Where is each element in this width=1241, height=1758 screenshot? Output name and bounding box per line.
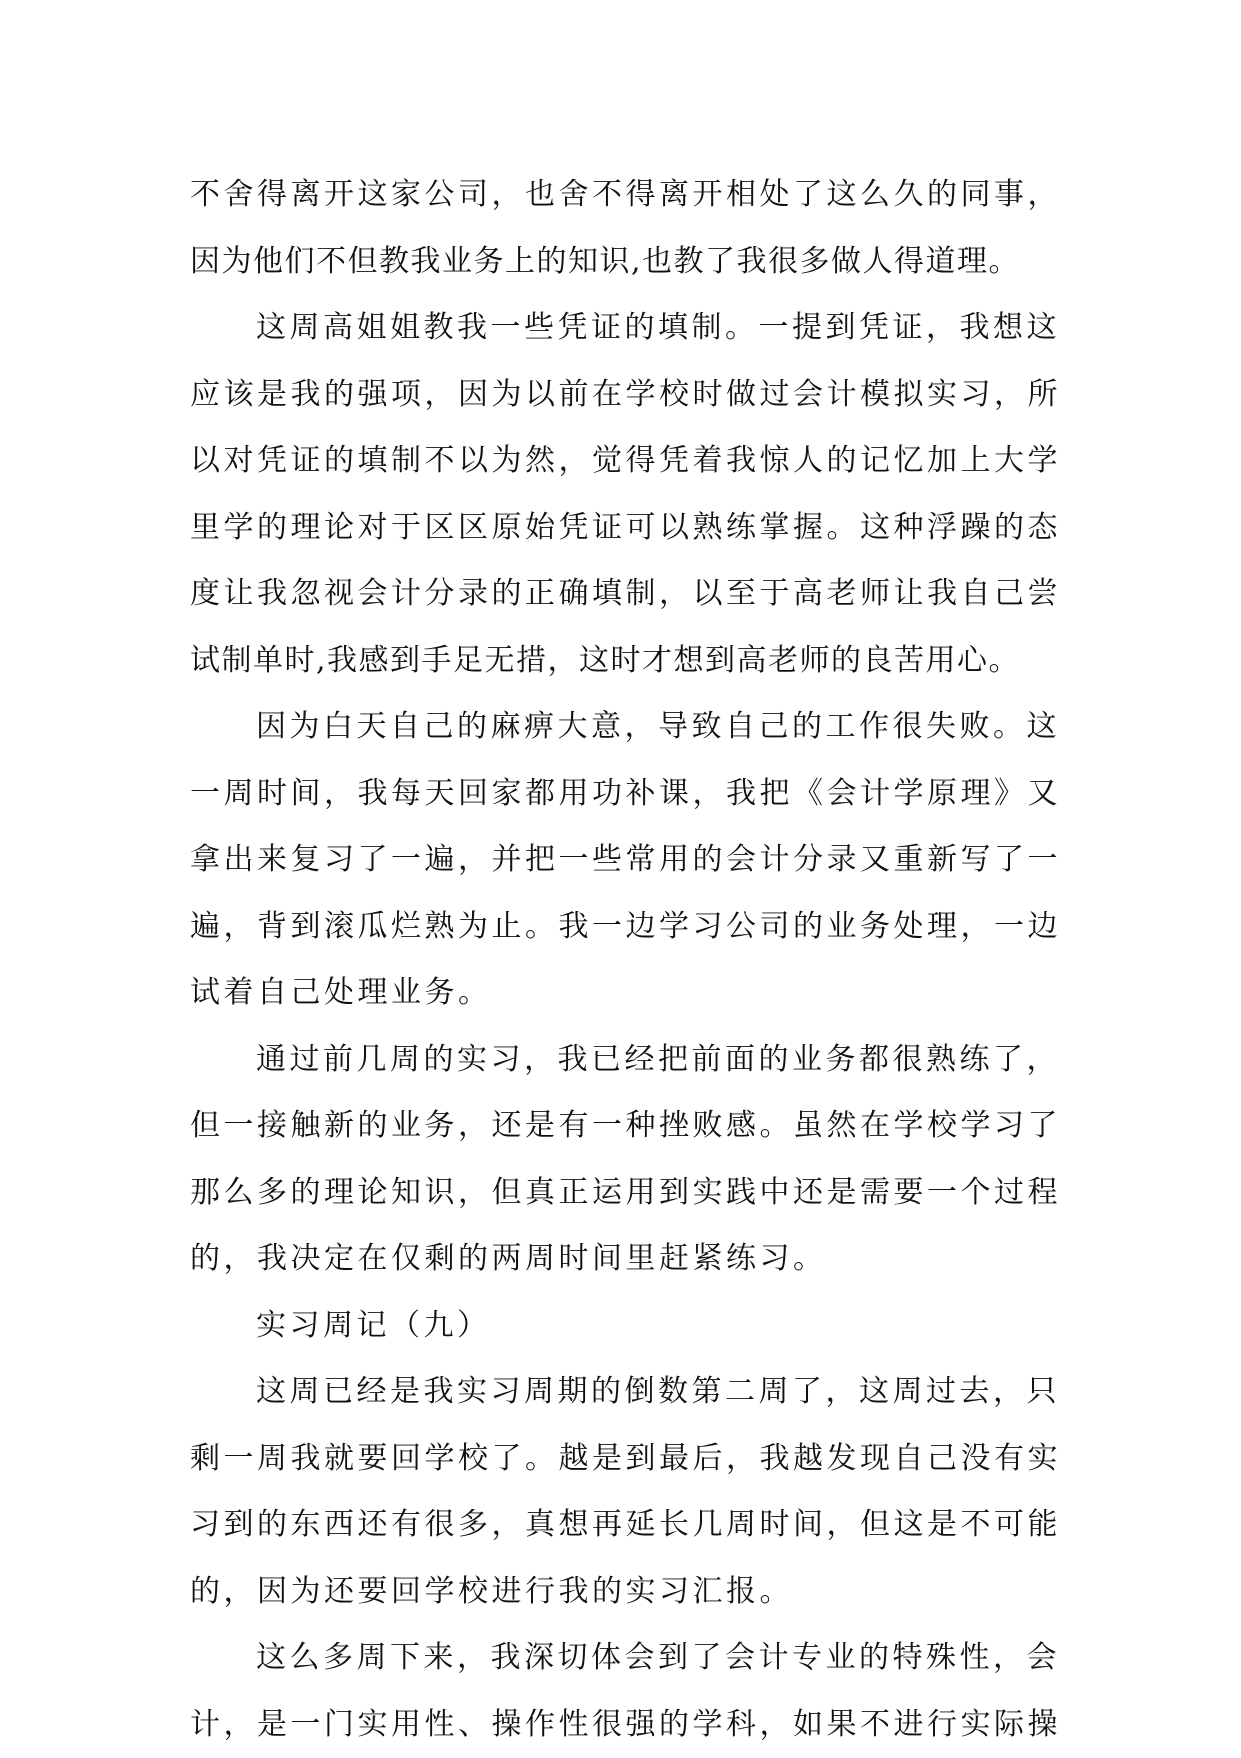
section-heading: 实习周记（九）	[190, 1293, 1070, 1360]
text-line: 度让我忽视会计分录的正确填制，以至于高老师让我自己尝	[190, 561, 1070, 628]
text-line: 遍，背到滚瓜烂熟为止。我一边学习公司的业务处理，一边	[190, 894, 1070, 961]
text-line: 应该是我的强项，因为以前在学校时做过会计模拟实习，所	[190, 362, 1070, 429]
paragraph-start: 通过前几周的实习，我已经把前面的业务都很熟练了，	[190, 1027, 1070, 1094]
text-line: 的，我决定在仅剩的两周时间里赶紧练习。	[190, 1226, 1070, 1293]
paragraph-start: 这周高姐姐教我一些凭证的填制。一提到凭证，我想这	[190, 295, 1070, 362]
document-body	[190, 162, 1070, 1758]
text-line: 一周时间，我每天回家都用功补课，我把《会计学原理》又	[190, 761, 1070, 828]
paragraph-start: 这么多周下来，我深切体会到了会计专业的特殊性，会	[190, 1625, 1070, 1692]
text-line: 但一接触新的业务，还是有一种挫败感。虽然在学校学习了	[190, 1093, 1070, 1160]
paragraph-start: 因为白天自己的麻痹大意，导致自己的工作很失败。这	[190, 694, 1070, 761]
paragraph-start: 这周已经是我实习周期的倒数第二周了，这周过去，只	[190, 1359, 1070, 1426]
text-line: 剩一周我就要回学校了。越是到最后，我越发现自己没有实	[190, 1426, 1070, 1493]
text-line: 拿出来复习了一遍，并把一些常用的会计分录又重新写了一	[190, 827, 1070, 894]
text-line: 以对凭证的填制不以为然，觉得凭着我惊人的记忆加上大学	[190, 428, 1070, 495]
text-line: 计，是一门实用性、操作性很强的学科，如果不进行实际操	[190, 1692, 1070, 1758]
text-line: 不舍得离开这家公司，也舍不得离开相处了这么久的同事，	[190, 162, 1070, 229]
text-line: 因为他们不但教我业务上的知识,也教了我很多做人得道理。	[190, 229, 1070, 296]
text-line: 试制单时,我感到手足无措，这时才想到高老师的良苦用心。	[190, 628, 1070, 695]
text-line: 那么多的理论知识，但真正运用到实践中还是需要一个过程	[190, 1160, 1070, 1227]
text-line: 试着自己处理业务。	[190, 960, 1070, 1027]
text-line: 习到的东西还有很多，真想再延长几周时间，但这是不可能	[190, 1492, 1070, 1559]
text-line: 里学的理论对于区区原始凭证可以熟练掌握。这种浮躁的态	[190, 495, 1070, 562]
text-line: 的，因为还要回学校进行我的实习汇报。	[190, 1559, 1070, 1626]
